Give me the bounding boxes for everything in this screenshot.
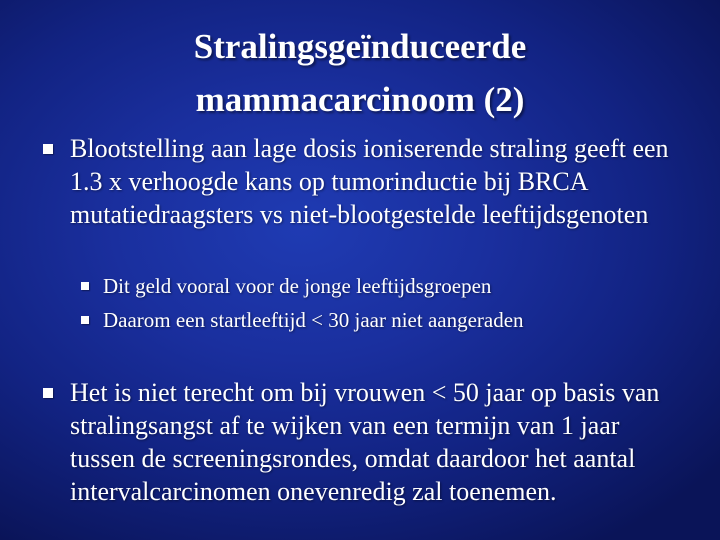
square-bullet-icon [81, 282, 89, 290]
slide-title [60, 20, 660, 126]
bullet-text-2: Het is niet terecht om bij vrouwen < 50 jaar op basis van stralingsangst af te wijken van een termijn van 1 jaar tussen de screeningsrondes, omdat daardoor het aantal intervalcarcinomen onevenredig zal toenemen. [70, 378, 660, 506]
title-line-1: Stralingsgeïnduceerde [193, 27, 527, 66]
sub-bullet-item-1 [81, 273, 701, 299]
sub-bullet-item-2 [81, 307, 701, 333]
title-line-2: mammacarcinoom (2) [195, 80, 525, 119]
sub-bullet-text-1: Dit geld vooral voor de jonge leeftijdsgroepen [103, 274, 492, 298]
bullet-item-2 [43, 376, 693, 508]
square-bullet-icon [43, 388, 53, 398]
bullet-item-1 [43, 132, 693, 231]
square-bullet-icon [81, 316, 89, 324]
sub-bullet-text-2: Daarom een startleeftijd < 30 jaar niet aangeraden [103, 308, 524, 332]
bullet-text-1: Blootstelling aan lage dosis ioniserende straling geeft een 1.3 x verhoogde kans op tumorinductie bij BRCA mutatiedraagsters vs niet-blootgestelde leeftijdsgenoten [70, 134, 669, 229]
square-bullet-icon [43, 144, 53, 154]
